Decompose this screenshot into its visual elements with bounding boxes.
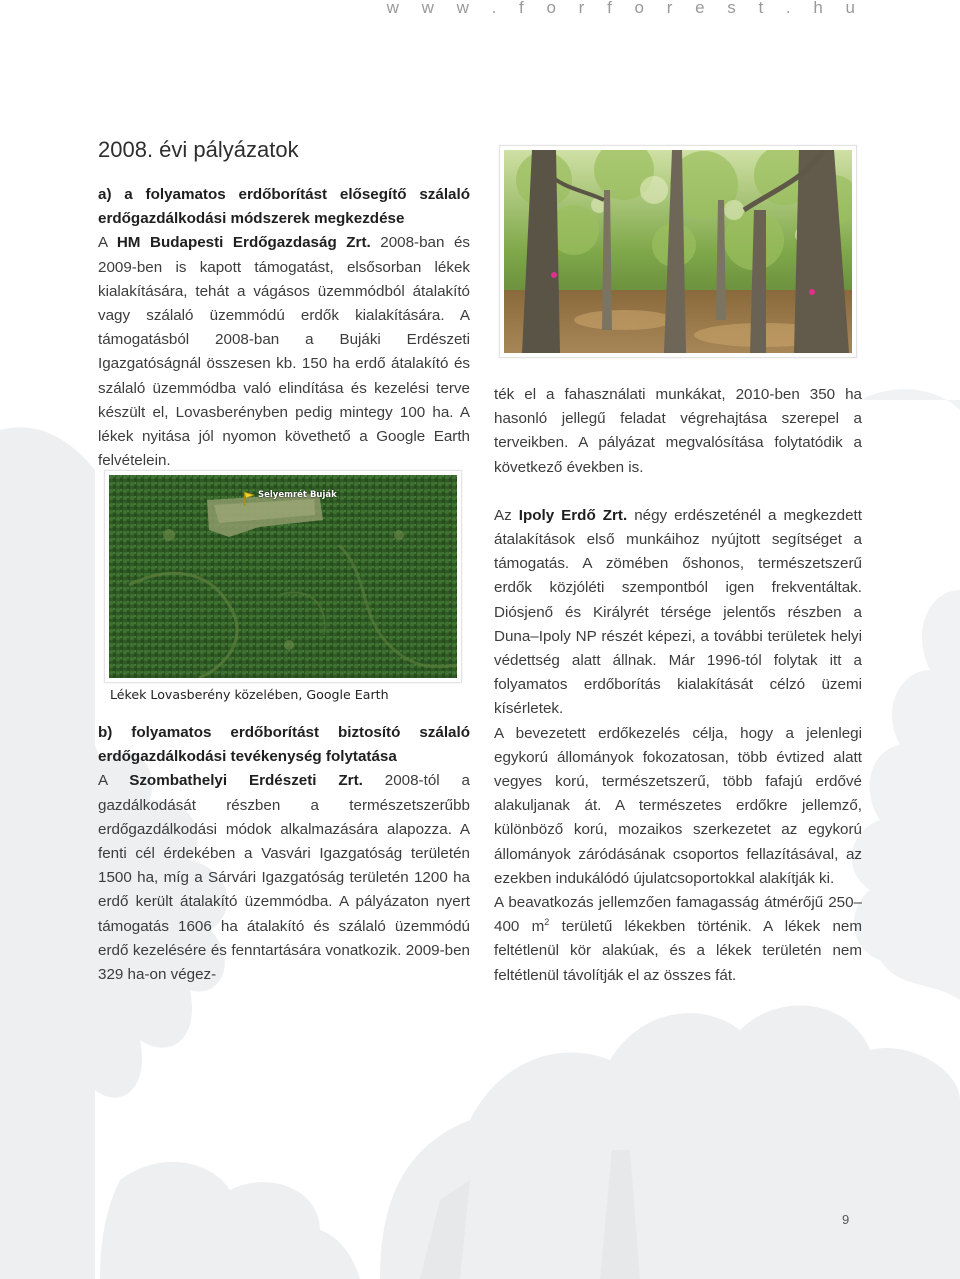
b-body-text: 2008-tól a gazdálkodását részben a természetszerűbb erdőgazdálkodási módok alkalmazására alapozza. A fenti cél érdekében a Vasvári Igazgatóság területén 1500 ha, míg a Sárvári Igazgatóság területén 1200 ha erdő került átalakító üzemmódba. A pályázaton nyert támogatás 1606 ha átalakító és szálaló üzemmódú erdő kezelésére és fenntartására vonatkozik. 2009-ben 329 ha-on végez- xyxy=(98,772,470,984)
forest-photo-frame xyxy=(499,145,857,358)
forest-photo xyxy=(504,150,852,353)
right-paragraph-2 xyxy=(494,504,862,722)
right-paragraph-1: ték el a fahasználati munkákat, 2010-ben 350 ha hasonló jellegű feladat végrehajtása szerepel a terveikben. A pályázat megvalósítása folytatódik a következő években is. xyxy=(494,386,862,476)
site-url: w w w . f o r f o r e s t . h u xyxy=(386,0,864,17)
left-column-bottom xyxy=(98,721,470,987)
map-pin-icon xyxy=(243,491,253,505)
right-column xyxy=(494,383,862,988)
aerial-photo-frame xyxy=(104,470,462,683)
p2-organization: Ipoly Erdő Zrt. xyxy=(518,506,628,524)
b-organization: Szombathelyi Erdészeti Zrt. xyxy=(129,772,363,790)
p2-prefix: Az xyxy=(494,506,519,524)
section-b-heading: b) folyamatos erdőborítást biztosító szálaló erdőgazdálkodási tevékenység folytatása xyxy=(98,724,470,766)
section-a-heading: a) a folyamatos erdőborítást elősegítő szálaló erdőgazdálkodási módszerek megkezdése xyxy=(98,186,470,228)
aerial-photo-caption: Lékek Lovasberény közelében, Google Earth xyxy=(110,687,389,702)
p2-body-text: négy erdészeténél a megkezdett átalakítások első munkáihoz nyújtott segítséget a támogatás. A zömében őshonos, természetszerű erdők közjóléti szempontból igen frekventáltak. Diósjenő és Királyrét térsége jelentős részben a Duna–Ipoly NP részét képezi, a további területek helyi védettség alatt állnak. Már 1996-tól folytak itt a folyamatos erdőborítás kialakítását célzó üzemi kísérletek. xyxy=(494,506,862,718)
section-a-paragraph xyxy=(98,231,470,473)
p4-text-a: A beavatkozás jellemzően famagasság átmérőjű 250–400 m xyxy=(494,894,862,936)
b-org-prefix: A xyxy=(98,772,130,790)
a-org-prefix: A xyxy=(98,234,117,252)
right-paragraph-3: A bevezetett erdőkezelés célja, hogy a jelenlegi egykorú állományok fokozatosan, több évtized alatt vegyes korú, természetszerű, több fafajú erdővé alakuljanak át. A természetes erdőkre jellemző, különböző korú, mozaikos szerkezetet az egykorú állományok záródásának csoportos fellazításával, az ezekben indukálódó újulatcsoportokkal alakítják ki. xyxy=(494,724,862,887)
a-organization: HM Budapesti Erdőgazdaság Zrt. xyxy=(116,234,371,252)
aerial-photo xyxy=(109,475,457,678)
page-number: 9 xyxy=(842,1212,850,1227)
section-title: 2008. évi pályázatok xyxy=(98,137,299,162)
aerial-place-label: Selyemrét Buják xyxy=(258,490,337,500)
p4-text-b: területű lékekben történik. A lékek nem feltétlenül kör alakúak, és a lékek területén nem feltétlenül távolítják el az összes fát. xyxy=(494,918,862,984)
left-column-top xyxy=(98,183,470,473)
section-b-paragraph xyxy=(98,769,470,987)
a-body-text: 2008-ban és 2009-ben is kapott támogatást, elsősorban lékek kialakítására, tehát a vágásos üzemmódból átalakító vagy szálaló üzemmódú erdők kialakítására. A támogatásból 2008-ban a Bujáki Erdészeti Igazgatóságnál összesen kb. 150 ha erdő átalakító és szálaló üzemmódba való elindítása és kezelési terve készült el, Lovasberényben pedig mintegy 100 ha. A lékek nyitása jól nyomon követhető a Google Earth felvételein. xyxy=(98,234,470,470)
right-paragraph-4 xyxy=(494,891,862,988)
p4-superscript: 2 xyxy=(544,917,550,928)
